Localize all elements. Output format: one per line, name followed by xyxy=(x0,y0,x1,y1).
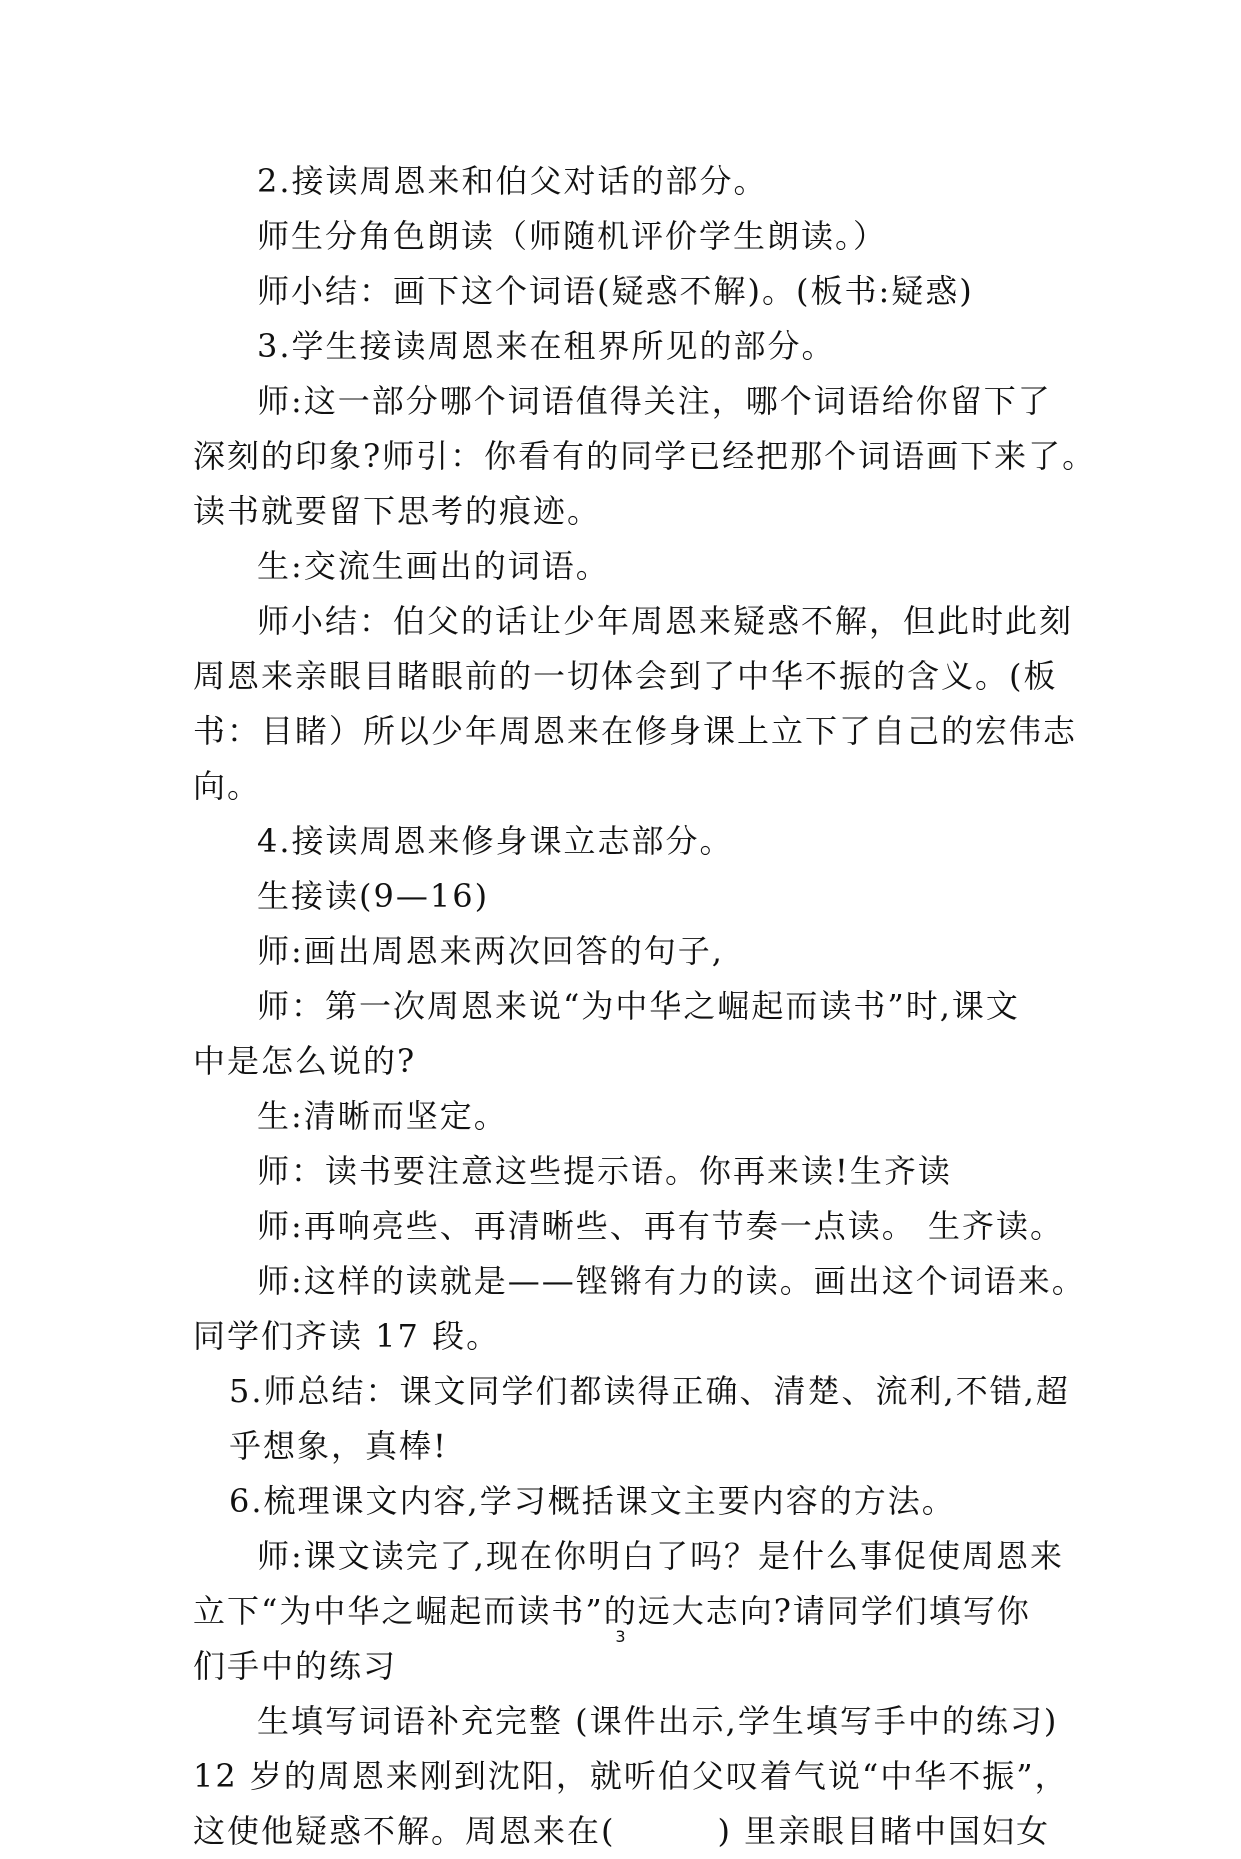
text-line: 这使他疑惑不解。周恩来在( ) 里亲眼目睹中国妇女 xyxy=(193,1812,1051,1850)
text-line: 同学们齐读 17 段。 xyxy=(193,1317,501,1355)
text-line: 师小结：伯父的话让少年周恩来疑惑不解，但此时此刻 xyxy=(257,602,1074,640)
text-line: 中是怎么说的? xyxy=(193,1042,417,1080)
text-line: 师生分角色朗读（师随机评价学生朗读。） xyxy=(257,217,888,255)
text-line: 们手中的练习 xyxy=(193,1647,398,1685)
text-line: 深刻的印象?师引：你看有的同学已经把那个词语画下来了。 xyxy=(193,437,1097,475)
text-line: 6.梳理课文内容,学习概括课文主要内容的方法。 xyxy=(229,1482,956,1520)
text-line: 3.学生接读周恩来在租界所见的部分。 xyxy=(257,327,836,365)
text-line: 向。 xyxy=(193,767,262,805)
text-line: 12 岁的周恩来刚到沈阳，就听伯父叹着气说“中华不振”， xyxy=(193,1757,1069,1795)
text-line: 生填写词语补充完整 (课件出示,学生填写手中的练习) xyxy=(257,1702,1059,1740)
text-line: 读书就要留下思考的痕迹。 xyxy=(193,492,602,530)
text-line: 师:这一部分哪个词语值得关注，哪个词语给你留下了 xyxy=(257,382,1052,420)
text-line: 生:清晰而坚定。 xyxy=(257,1097,508,1135)
text-line: 师:课文读完了,现在你明白了吗？是什么事促使周恩来 xyxy=(257,1537,1064,1575)
page-number: 3 xyxy=(615,1627,626,1646)
text-line: 师：第一次周恩来说“为中华之崛起而读书”时,课文 xyxy=(257,987,1020,1025)
text-line: 4.接读周恩来修身课立志部分。 xyxy=(257,822,734,860)
body-text xyxy=(193,154,1097,1859)
text-line: 乎想象，真棒! xyxy=(229,1427,448,1465)
text-line: 5.师总结：课文同学们都读得正确、清楚、流利,不错,超 xyxy=(229,1372,1070,1410)
text-line: 师:再响亮些、再清晰些、再有节奏一点读。 生齐读。 xyxy=(257,1207,1064,1245)
text-line: 周恩来亲眼目睹眼前的一切体会到了中华不振的含义。(板 xyxy=(193,657,1058,695)
text-line: 立下“为中华之崛起而读书”的远大志向?请同学们填写你 xyxy=(193,1592,1031,1630)
text-line: 师小结：画下这个词语(疑惑不解)。(板书:疑惑) xyxy=(257,272,974,310)
text-line: 师：读书要注意这些提示语。你再来读!生齐读 xyxy=(257,1152,952,1190)
text-line: 书：目睹）所以少年周恩来在修身课上立下了自己的宏伟志 xyxy=(193,712,1078,750)
text-line: 生接读(9—16) xyxy=(257,877,490,915)
text-line: 2.接读周恩来和伯父对话的部分。 xyxy=(257,162,768,200)
text-line: 生:交流生画出的词语。 xyxy=(257,547,610,585)
text-line: 师:画出周恩来两次回答的句子, xyxy=(257,932,724,970)
text-line: 师:这样的读就是——铿锵有力的读。画出这个词语来。 xyxy=(257,1262,1086,1300)
